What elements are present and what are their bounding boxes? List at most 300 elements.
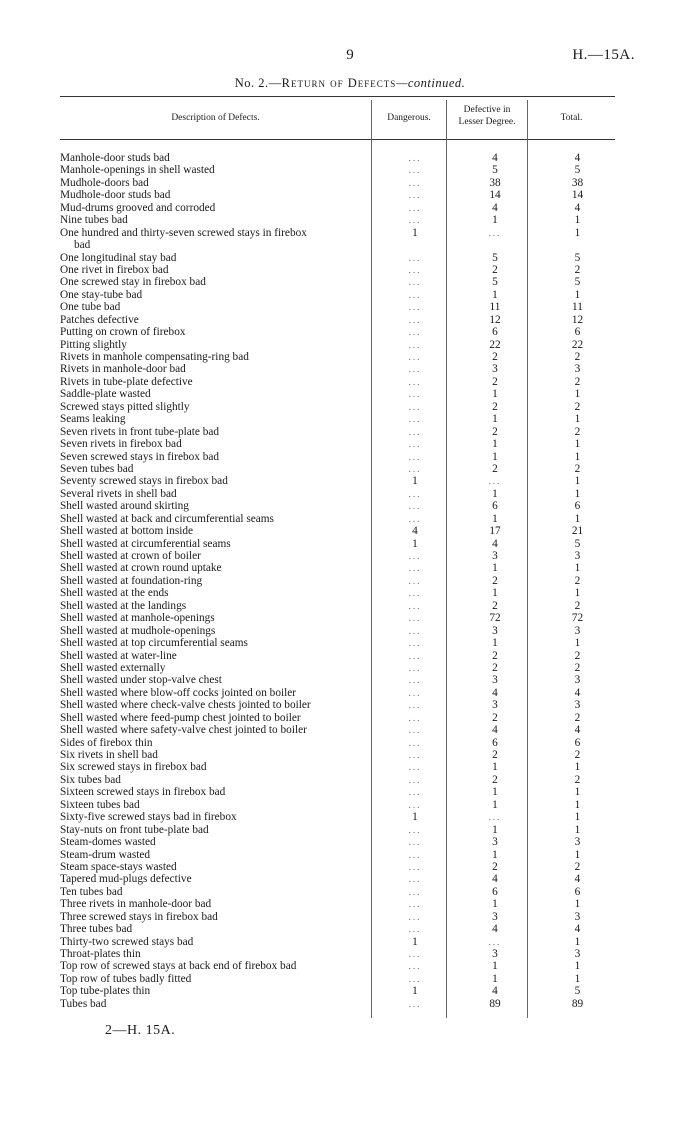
dangerous-count: ... [408,650,422,661]
lesser-degree-count: 2 [492,749,498,762]
defect-description-text: Sixteen screwed stays in firebox bad [60,786,226,799]
total-count: 2 [574,711,581,724]
defect-description-text: Patches defective [60,313,139,326]
defect-description [60,849,370,861]
table-row [60,849,615,861]
total-count: 1 [574,761,581,774]
dangerous-count: ... [408,389,422,400]
dangerous-count: ... [408,725,422,736]
defect-description [60,426,370,438]
lesser-degree-count: 6 [492,736,498,749]
table-row [60,662,615,674]
total-count: 1 [574,487,581,500]
dangerous-count: ... [408,849,422,860]
defect-description [60,363,370,375]
total-count: 38 [571,176,584,189]
lesser-degree-count: 3 [492,948,498,961]
table-row [60,749,615,761]
total-count: 22 [571,338,584,351]
lesser-degree-count: 4 [492,152,498,164]
dangerous-count: ... [408,501,422,512]
total-count: 4 [574,724,581,737]
document-code: H.—15A. [572,47,635,63]
defect-description [60,948,370,960]
total-count: 1 [574,562,581,575]
table-row [60,164,615,176]
lesser-degree-count: 1 [492,562,498,575]
table-row [60,214,615,226]
table-row [60,737,615,749]
defect-description-text: Seventy screwed stays in firebox bad [60,475,228,488]
total-count: 12 [571,313,584,326]
caption-title: Return of Defects [281,76,397,90]
table-row [60,687,615,699]
dangerous-count: ... [408,861,422,872]
dangerous-count: ... [408,376,422,387]
total-count: 1 [574,388,581,401]
defect-description-text: Top tube-plates thin [60,985,151,998]
lesser-degree-count: 1 [492,848,498,861]
total-count: 1 [574,786,581,799]
dangerous-count: 1 [412,985,418,998]
defect-description-text: Three tubes bad [60,923,133,936]
total-count: 1 [574,898,581,911]
defect-description [60,973,370,985]
dangerous-count: 4 [412,525,418,538]
dangerous-count: ... [408,998,422,1009]
defect-description-text: Shell wasted at crown of boiler [60,550,201,563]
dangerous-count: ... [408,264,422,275]
total-count: 4 [574,152,581,164]
lesser-degree-count: 6 [492,500,498,513]
dangerous-count: ... [408,327,422,338]
defect-description-text: Three rivets in manhole-door bad [60,898,212,911]
table-row [60,177,615,189]
lesser-degree-count: 2 [492,574,498,587]
lesser-degree-count: 1 [492,438,498,451]
column-header-description: Description of Defects. [171,113,260,123]
table-row [60,388,615,400]
dangerous-count: ... [408,886,422,897]
table-row [60,314,615,326]
table-row [60,152,615,164]
dangerous-count: ... [408,451,422,462]
total-count: 5 [574,537,581,550]
lesser-degree-count: 2 [492,351,498,364]
total-count: 3 [574,624,581,637]
lesser-degree-count: 1 [492,960,498,973]
defect-description-text: Shell wasted at water-line [60,649,177,662]
dangerous-count: ... [408,414,422,425]
total-count: 21 [571,525,584,538]
table-row [60,911,615,923]
lesser-degree-count: 2 [492,263,498,276]
total-count: 1 [574,413,581,426]
caption-prefix: No. 2.— [234,76,282,90]
defect-description-text: Seven screwed stays in firebox bad [60,450,220,463]
defect-description [60,674,370,686]
lesser-degree-count: 4 [492,985,498,998]
total-count: 89 [571,997,584,1010]
lesser-degree-count: 4 [492,923,498,936]
table-row [60,301,615,313]
defect-description-text: Ten tubes bad [60,885,123,898]
total-count: 1 [574,288,581,301]
dangerous-count: ... [408,799,422,810]
lesser-degree-count: 2 [492,400,498,413]
total-count: 2 [574,661,581,674]
defect-description [60,252,370,264]
defect-description-text: Seven rivets in firebox bad [60,438,182,451]
table-row [60,339,615,351]
table-row [60,276,615,288]
lesser-degree-count: 1 [492,450,498,463]
total-count: 3 [574,948,581,961]
defect-description-text: Six screwed stays in firebox bad [60,761,207,774]
dangerous-count: ... [408,774,422,785]
defect-description-text: One longitudinal stay bad [60,251,177,264]
defect-description-text: Screwed stays pitted slightly [60,400,190,413]
table-row [60,898,615,910]
defect-description-text: Rivets in manhole-door bad [60,363,186,376]
table-row [60,413,615,425]
defect-description [60,886,370,898]
defect-description-text: Throat-plates thin [60,948,141,961]
dangerous-count: ... [408,302,422,313]
defect-description [60,587,370,599]
defect-description [60,513,370,525]
total-count: 2 [574,649,581,662]
dangerous-count: ... [408,153,422,163]
table-row [60,998,615,1010]
dangerous-count: ... [408,638,422,649]
defect-description-text: Several rivets in shell bad [60,487,177,500]
defect-description [60,786,370,798]
lesser-degree-count: 1 [492,972,498,985]
defect-description-text: Sixteen tubes bad [60,798,140,811]
table-row [60,960,615,972]
total-count: 3 [574,910,581,923]
defect-description [60,637,370,649]
defect-description-text: Shell wasted externally [60,661,166,674]
table-row [60,886,615,898]
total-count: 1 [574,811,581,824]
dangerous-count: 1 [412,226,418,239]
total-count: 1 [574,214,581,227]
lesser-degree-count: 2 [492,711,498,724]
lesser-degree-count: 38 [489,176,501,189]
total-count: 4 [574,923,581,936]
lesser-degree-count: 2 [492,860,498,873]
table-row [60,923,615,935]
table-row [60,836,615,848]
total-count: 3 [574,674,581,687]
lesser-degree-count: 1 [492,587,498,600]
total-count: 6 [574,736,581,749]
lesser-degree-count: ... [488,936,502,947]
defect-description [60,575,370,587]
defect-description [60,600,370,612]
defect-description-text: Shell wasted where safety-valve chest jointed to boiler [60,724,307,737]
table-row [60,227,615,252]
total-count: 1 [574,823,581,836]
total-count: 1 [574,587,581,600]
lesser-degree-count: 1 [492,388,498,401]
defect-description-text: Shell wasted at mudhole-openings [60,624,216,637]
defect-description-text: Manhole-openings in shell wasted [60,164,215,177]
defects-table [60,152,615,1010]
table-row [60,264,615,276]
total-count: 4 [574,201,581,214]
table-row [60,513,615,525]
total-count: 2 [574,263,581,276]
defect-description [60,500,370,512]
lesser-degree-count: 1 [492,214,498,227]
total-count: 2 [574,351,581,364]
total-count: 2 [574,425,581,438]
total-count: 5 [574,164,581,177]
dangerous-count: ... [408,737,422,748]
table-row [60,811,615,823]
defect-description-text: Shell wasted at manhole-openings [60,612,215,625]
defect-description-text: Steam-drum wasted [60,848,151,861]
total-count: 2 [574,375,581,388]
lesser-degree-count: 1 [492,761,498,774]
defect-description [60,612,370,624]
dangerous-count: ... [408,762,422,773]
defect-description-text: Shell wasted at bottom inside [60,525,194,538]
dangerous-count: ... [408,339,422,350]
lesser-degree-count: 4 [492,201,498,214]
defect-description [60,488,370,500]
dangerous-count: ... [408,401,422,412]
total-count: 6 [574,500,581,513]
lesser-degree-count: 6 [492,885,498,898]
table-row [60,674,615,686]
header-bottom-rule [60,139,615,140]
dangerous-count: ... [408,165,422,176]
defect-description [60,314,370,326]
defect-description-text: Tubes bad [60,997,107,1010]
lesser-degree-count: 1 [492,413,498,426]
table-row [60,948,615,960]
defect-description-text: Stay-nuts on front tube-plate bad [60,823,209,836]
lesser-degree-count: 3 [492,550,498,563]
table-row [60,202,615,214]
total-count: 14 [571,189,584,202]
defect-description [60,550,370,562]
defect-description-text: Three screwed stays in firebox bad [60,910,218,923]
total-count: 1 [574,226,581,239]
lesser-degree-count: ... [488,227,502,238]
total-count: 2 [574,462,581,475]
defect-description [60,923,370,935]
dangerous-count: ... [408,190,422,201]
defect-description [60,799,370,811]
table-row [60,724,615,736]
table-row [60,463,615,475]
lesser-degree-count: 11 [489,301,501,314]
lesser-degree-count: 5 [492,276,498,289]
defect-description [60,761,370,773]
lesser-degree-count: 4 [492,537,498,550]
table-row [60,600,615,612]
dangerous-count: ... [408,899,422,910]
table-row [60,426,615,438]
lesser-degree-count: 4 [492,686,498,699]
table-row [60,252,615,264]
lesser-degree-count: 89 [489,997,501,1010]
total-count: 1 [574,450,581,463]
dangerous-count: ... [408,961,422,972]
dangerous-count: ... [408,687,422,698]
defect-description-text: Shell wasted at the ends [60,587,169,600]
table-row [60,699,615,711]
defect-description [60,699,370,711]
dangerous-count: ... [408,675,422,686]
lesser-degree-count: 1 [492,288,498,301]
dangerous-count: ... [408,588,422,599]
defect-description [60,451,370,463]
total-count: 3 [574,550,581,563]
lesser-degree-count: 1 [492,512,498,525]
dangerous-count: ... [408,949,422,960]
defect-description-text: Steam space-stays wasted [60,860,177,873]
table-row [60,401,615,413]
lesser-degree-count: 2 [492,425,498,438]
dangerous-count: ... [408,924,422,935]
table-row [60,500,615,512]
total-count: 72 [571,612,584,625]
table-row [60,774,615,786]
total-count: 3 [574,363,581,376]
column-header-lesser [447,104,527,128]
lesser-degree-count: 2 [492,599,498,612]
defect-description-text: Top row of tubes badly fitted [60,972,192,985]
total-count: 2 [574,773,581,786]
total-count: 1 [574,637,581,650]
defect-description [60,712,370,724]
defect-description [60,264,370,276]
defect-description-text: Shell wasted at foundation-ring [60,574,203,587]
dangerous-count: ... [408,575,422,586]
table-row [60,799,615,811]
defect-description [60,985,370,997]
defect-description [60,898,370,910]
defect-description [60,152,370,164]
lesser-degree-count: 3 [492,836,498,849]
table-caption [0,76,700,91]
defect-description [60,413,370,425]
defect-description-text: Pitting slightly [60,338,127,351]
dangerous-count: ... [408,252,422,263]
dangerous-count: ... [408,750,422,761]
table-row [60,712,615,724]
dangerous-count: ... [408,600,422,611]
lesser-degree-count: 5 [492,164,498,177]
lesser-degree-count: 4 [492,873,498,886]
defect-description [60,214,370,226]
dangerous-count: ... [408,874,422,885]
total-count: 2 [574,749,581,762]
defect-description-text: One hundred and thirty-seven screwed stays in firebox [60,226,307,239]
total-count: 3 [574,699,581,712]
table-row [60,575,615,587]
defect-description-text: Six rivets in shell bad [60,749,158,762]
defect-description-text: Top row of screwed stays at back end of firebox bad [60,960,297,973]
lesser-degree-count: 1 [492,898,498,911]
defect-description [60,861,370,873]
defect-description [60,401,370,413]
dangerous-count: ... [408,488,422,499]
table-row [60,824,615,836]
defect-description-text: Sixty-five screwed stays bad in firebox [60,811,237,824]
defect-description [60,463,370,475]
total-count: 1 [574,798,581,811]
defect-description-text: Shell wasted under stop-valve chest [60,674,222,687]
defect-description [60,873,370,885]
defect-description-text: Thirty-two screwed stays bad [60,935,194,948]
defect-description-text: Seams leaking [60,413,126,426]
page-number: 9 [346,47,354,63]
defect-description-text: Rivets in tube-plate defective [60,375,193,388]
total-count: 1 [574,475,581,488]
defect-description-text: Shell wasted at the landings [60,599,187,612]
lesser-degree-count: 1 [492,637,498,650]
defect-description [60,538,370,550]
dangerous-count: ... [408,613,422,624]
defect-description-text: Steam-domes wasted [60,836,156,849]
lesser-degree-count: 2 [492,462,498,475]
lesser-degree-count: 2 [492,661,498,674]
defect-description [60,811,370,823]
total-count: 6 [574,326,581,339]
defect-description-text: One stay-tube bad [60,288,143,301]
table-row [60,488,615,500]
table-row [60,363,615,375]
lesser-degree-count: 1 [492,786,498,799]
lesser-degree-count: 22 [489,338,501,351]
dangerous-count: ... [408,314,422,325]
header-top-rule [60,96,615,97]
defect-description [60,687,370,699]
table-row [60,625,615,637]
lesser-degree-count: 3 [492,674,498,687]
dangerous-count: ... [408,463,422,474]
dangerous-count: ... [408,662,422,673]
defect-description [60,475,370,487]
defect-description-text: Shell wasted at top circumferential seams [60,637,248,650]
total-count: 6 [574,885,581,898]
defect-description [60,960,370,972]
dangerous-count: ... [408,439,422,450]
defect-description [60,650,370,662]
total-count: 1 [574,512,581,525]
defect-description [60,662,370,674]
dangerous-count: ... [408,973,422,984]
defect-description-text: Mud-drums grooved and corroded [60,201,216,214]
defect-description-text: Shell wasted where feed-pump chest jointed to boiler [60,711,301,724]
total-count: 11 [572,301,583,314]
defect-description [60,438,370,450]
defect-description [60,339,370,351]
dangerous-count: 1 [412,935,418,948]
column-header-lesser-line2: Lesser Degree. [458,117,516,127]
dangerous-count: ... [408,625,422,636]
defect-description-text: Tapered mud-plugs defective [60,873,192,886]
column-header-lesser-line1: Defective in [463,105,511,115]
dangerous-count: ... [408,426,422,437]
